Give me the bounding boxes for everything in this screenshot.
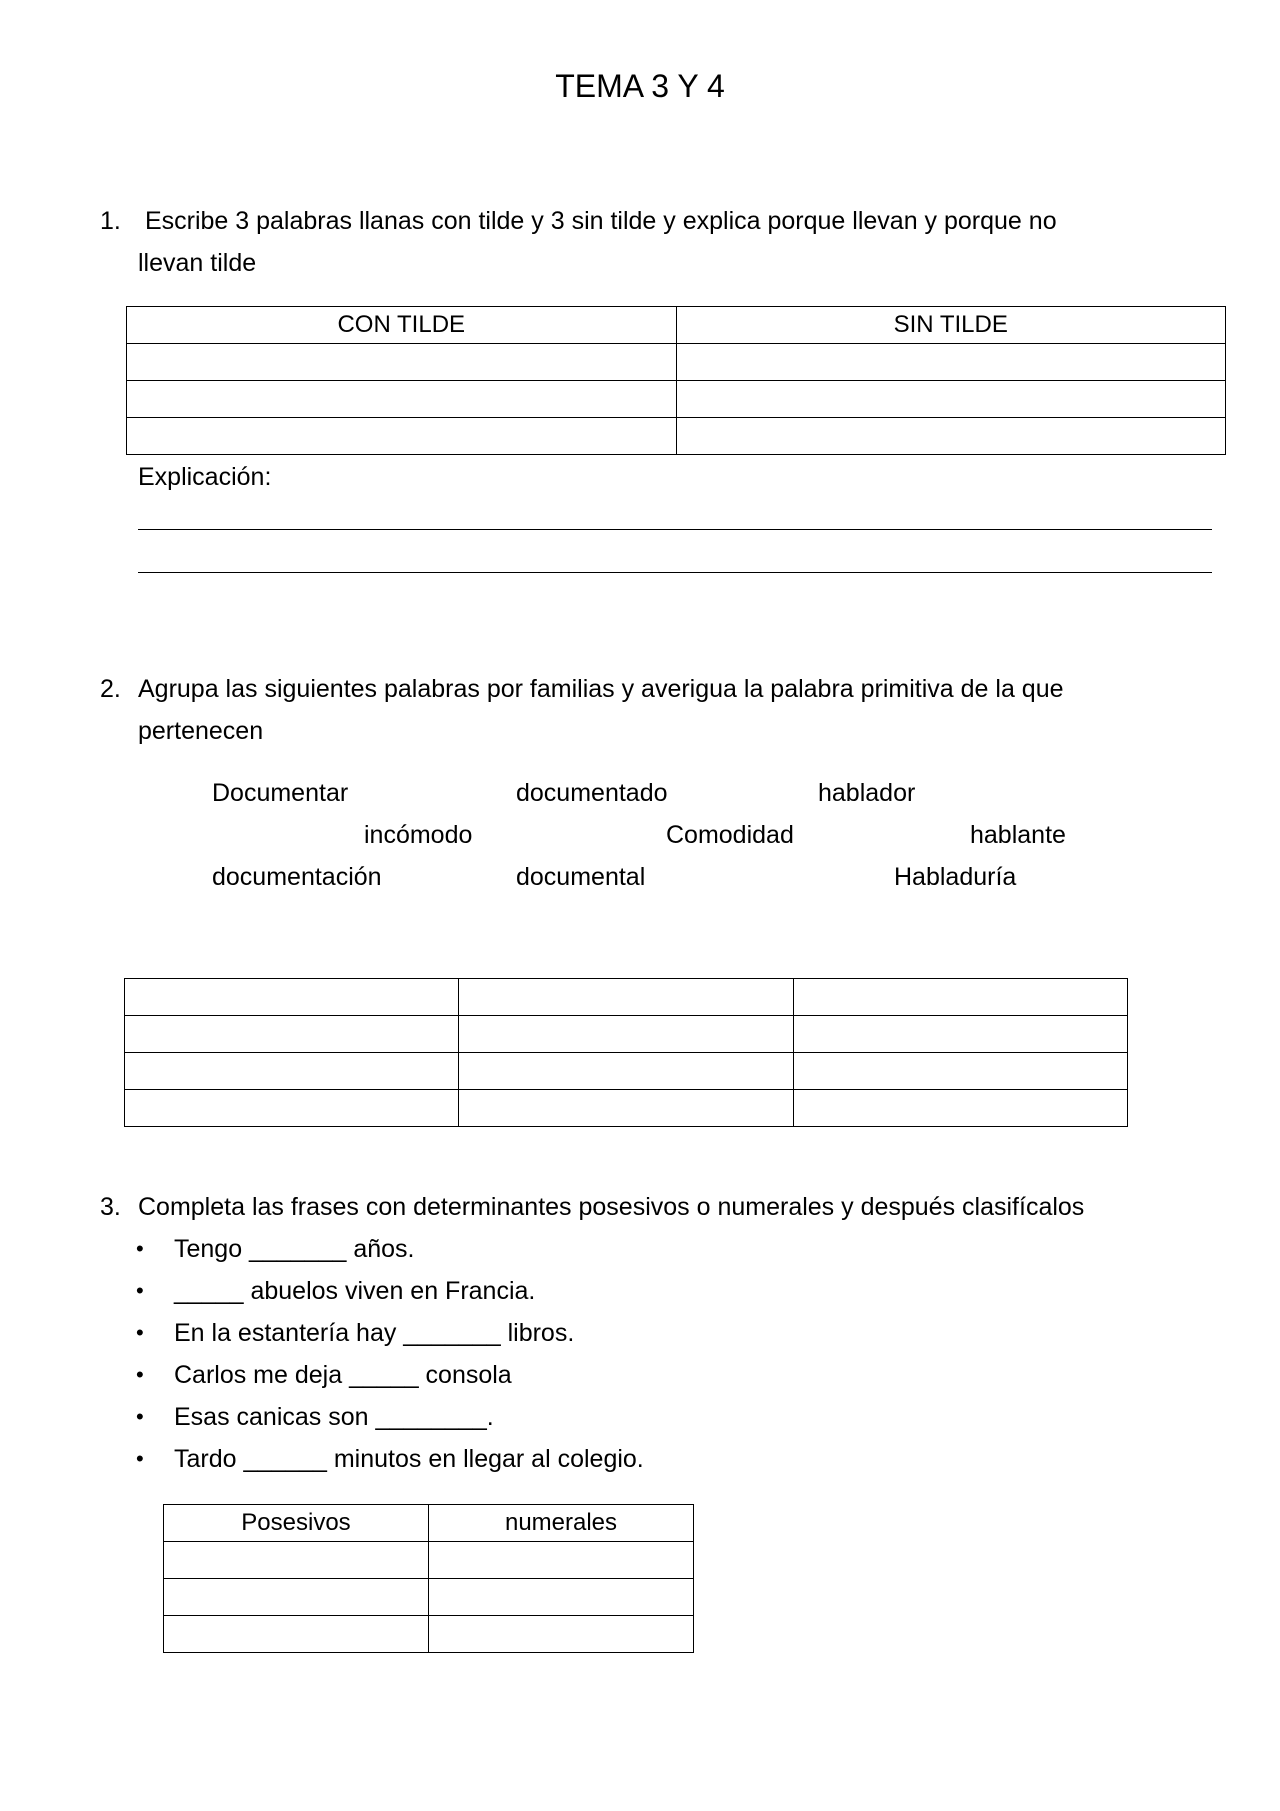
posesivos-header: Posesivos xyxy=(164,1505,429,1542)
bullet-icon: • xyxy=(136,1446,144,1471)
sin-tilde-header: SIN TILDE xyxy=(676,307,1226,344)
table-cell[interactable] xyxy=(429,1579,694,1616)
table-cell[interactable] xyxy=(793,1016,1127,1053)
question-3-text: Completa las frases con determinantes posesivos o numerales y después clasifícalos xyxy=(138,1193,1085,1221)
table-cell[interactable] xyxy=(676,344,1226,381)
table-cell[interactable] xyxy=(429,1616,694,1653)
bullet-icon: • xyxy=(136,1278,144,1303)
word-habladuria: Habladuría xyxy=(894,863,1017,891)
word-hablador: hablador xyxy=(818,779,916,807)
list-item xyxy=(136,1438,644,1480)
table-cell[interactable] xyxy=(125,979,459,1016)
list-item xyxy=(136,1270,644,1312)
table-cell[interactable] xyxy=(793,1053,1127,1090)
families-table xyxy=(124,978,1128,1127)
tilde-table xyxy=(126,306,1226,455)
table-cell[interactable] xyxy=(164,1579,429,1616)
table-cell[interactable] xyxy=(676,381,1226,418)
table-cell[interactable] xyxy=(127,418,677,455)
list-item xyxy=(136,1228,644,1270)
table-cell[interactable] xyxy=(793,979,1127,1016)
sentence-text: Tardo ______ minutos en llegar al colegio. xyxy=(174,1445,644,1473)
sentence-text: En la estantería hay _______ libros. xyxy=(174,1319,575,1347)
word-documentar: Documentar xyxy=(212,779,349,807)
question-1-text-line1: Escribe 3 palabras llanas con tilde y 3 sin tilde y explica porque llevan y porque no xyxy=(138,207,1057,235)
sentence-text: Carlos me deja _____ consola xyxy=(174,1361,512,1389)
table-cell[interactable] xyxy=(459,1016,793,1053)
word-hablante: hablante xyxy=(970,821,1066,849)
answer-line[interactable] xyxy=(138,572,1212,573)
table-cell[interactable] xyxy=(127,381,677,418)
question-3-number: 3. xyxy=(100,1193,121,1221)
bullet-icon: • xyxy=(136,1362,144,1387)
question-1-number: 1. xyxy=(100,207,121,235)
sentence-text: _____ abuelos viven en Francia. xyxy=(174,1277,536,1305)
bullet-icon: • xyxy=(136,1236,144,1261)
word-comodidad: Comodidad xyxy=(666,821,794,849)
list-item xyxy=(136,1396,644,1438)
question-2-text-line1: Agrupa las siguientes palabras por familias y averigua la palabra primitiva de la que xyxy=(138,675,1064,703)
sentence-text: Esas canicas son ________. xyxy=(174,1403,494,1431)
explanation-label: Explicación: xyxy=(138,463,272,491)
table-cell[interactable] xyxy=(125,1016,459,1053)
table-cell[interactable] xyxy=(459,1053,793,1090)
bullet-icon: • xyxy=(136,1404,144,1429)
sentence-list xyxy=(136,1228,644,1480)
list-item xyxy=(136,1354,644,1396)
sentence-text: Tengo _______ años. xyxy=(174,1235,415,1263)
answer-line[interactable] xyxy=(138,529,1212,530)
table-cell[interactable] xyxy=(125,1090,459,1127)
word-documental: documental xyxy=(516,863,646,891)
word-documentado: documentado xyxy=(516,779,668,807)
word-documentacion: documentación xyxy=(212,863,382,891)
table-cell[interactable] xyxy=(793,1090,1127,1127)
table-cell[interactable] xyxy=(164,1542,429,1579)
word-incomodo: incómodo xyxy=(364,821,473,849)
table-cell[interactable] xyxy=(676,418,1226,455)
table-cell[interactable] xyxy=(127,344,677,381)
table-cell[interactable] xyxy=(164,1616,429,1653)
table-cell[interactable] xyxy=(459,979,793,1016)
bullet-icon: • xyxy=(136,1320,144,1345)
table-cell[interactable] xyxy=(459,1090,793,1127)
question-1-text-line2: llevan tilde xyxy=(138,249,257,277)
question-2-number: 2. xyxy=(100,675,121,703)
table-cell[interactable] xyxy=(125,1053,459,1090)
question-2-text-line2: pertenecen xyxy=(138,717,264,745)
table-cell[interactable] xyxy=(429,1542,694,1579)
page-title: TEMA 3 Y 4 xyxy=(555,68,725,104)
numerales-header: numerales xyxy=(429,1505,694,1542)
list-item xyxy=(136,1312,644,1354)
con-tilde-header: CON TILDE xyxy=(127,307,677,344)
determinants-table xyxy=(163,1504,694,1653)
